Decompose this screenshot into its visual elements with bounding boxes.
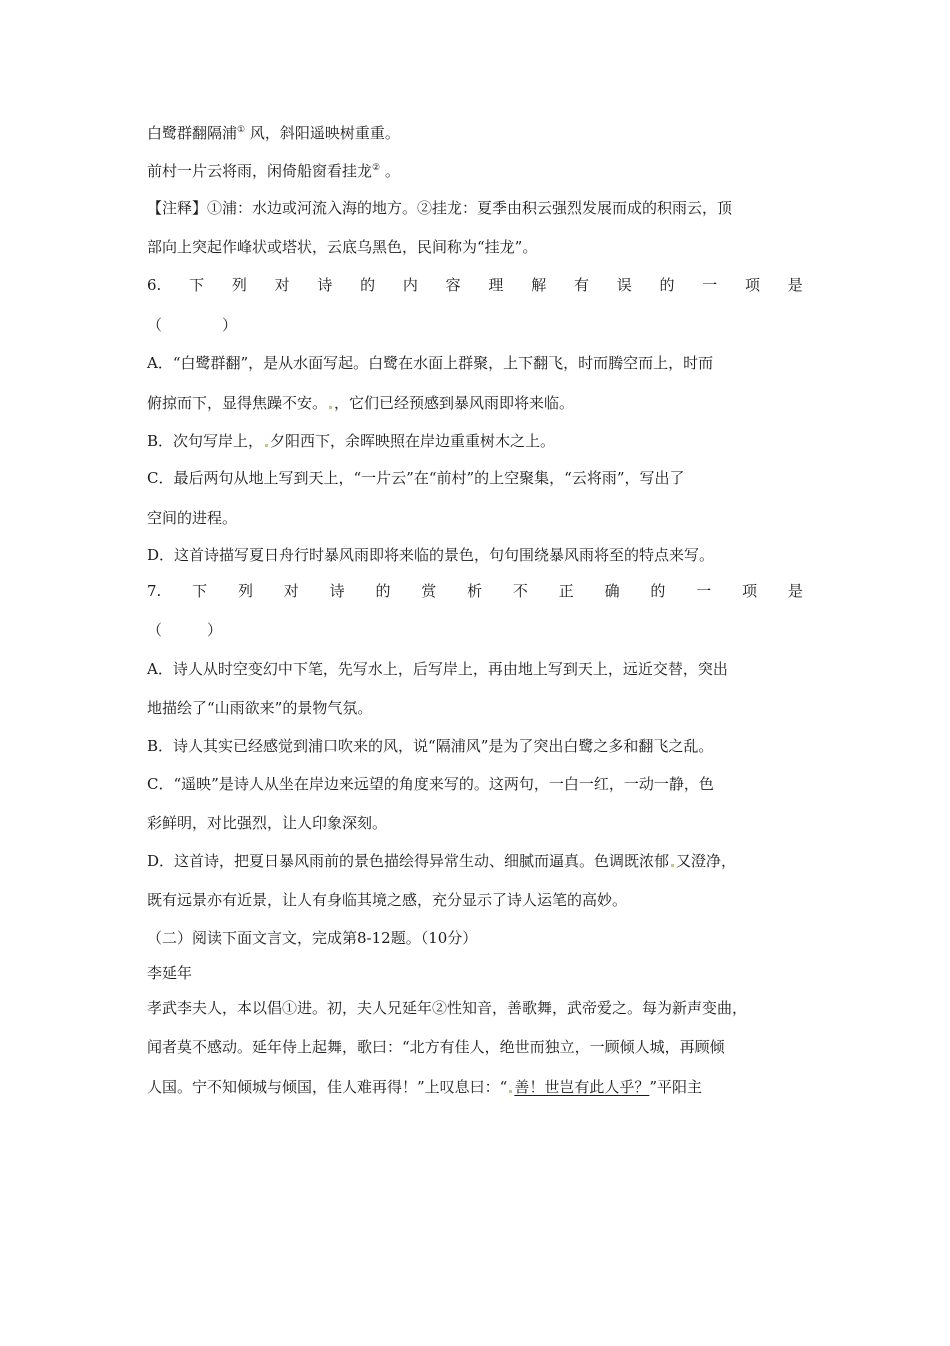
q6-char: 的 (360, 276, 376, 294)
highlight-dot-mark (265, 444, 268, 447)
passage-line-3-tail: ”平阳主 (649, 1078, 703, 1096)
q7-option-d-tail: 又澄净， (676, 852, 737, 870)
q7-char: 析 (467, 582, 483, 600)
question-7-stem (147, 580, 803, 601)
section-heading: （二）阅读下面文言文，完成第8-12题。（10分） (147, 929, 478, 947)
poem-line-1-text: 白鹭群翻隔浦 (147, 124, 238, 142)
question-6-stem (147, 274, 803, 295)
question-7-option-a-line-2: 地描绘了“山雨欲来”的景物气氛。 (147, 699, 373, 717)
question-6-option-a-line-1: A．“白鹭群翻”，是从水面写起。白鹭在水面上群聚，上下翻飞，时而腾空而上，时而 (147, 354, 714, 372)
footnote-marker-2: ② (372, 163, 381, 173)
q6-char: 是 (787, 276, 803, 294)
q7-char: 诗 (329, 582, 345, 600)
q6-char: 诗 (317, 276, 333, 294)
question-7-answer-blank: （ ） (147, 621, 223, 639)
question-7-option-d-line-1 (147, 850, 736, 871)
question-6-option-b (147, 430, 555, 451)
q6-char: 理 (488, 276, 504, 294)
q7-char: 7. (147, 582, 162, 600)
q7-option-d-text: D．这首诗，把夏日暴风雨前的景色描绘得异常生动、细腻而逼真。色调既浓郁 (147, 852, 670, 870)
q6-char: 对 (274, 276, 290, 294)
q6-char: 解 (531, 276, 547, 294)
question-7-option-d-line-2: 既有远景亦有近景，让人有身临其境之感，充分显示了诗人运笔的高妙。 (147, 891, 628, 909)
q7-char: 是 (787, 582, 803, 600)
question-6-option-c-line-2: 空间的进程。 (147, 509, 238, 527)
underlined-sentence: 善！世岂有此人乎？ (514, 1078, 650, 1096)
q6-char: 误 (616, 276, 632, 294)
q7-char: 正 (558, 582, 574, 600)
passage-line-3 (147, 1076, 702, 1097)
question-6-option-a-line-2 (147, 392, 574, 413)
q7-char: 一 (696, 582, 712, 600)
q7-char: 下 (192, 582, 208, 600)
q7-char: 的 (650, 582, 666, 600)
q6-char: 列 (231, 276, 247, 294)
q7-char: 的 (375, 582, 391, 600)
annotation-line-1: 【注释】①浦：水边或河流入海的地方。②挂龙：夏季由积云强烈发展而成的积雨云，顶 (147, 199, 733, 217)
question-7-option-b: B．诗人其实已经感觉到浦口吹来的风，说“隔浦风”是为了突出白鹭之多和翻飞之乱。 (147, 737, 714, 755)
q6-char: 一 (702, 276, 718, 294)
poem-line-1 (147, 122, 400, 143)
q6-char: 项 (745, 276, 761, 294)
poem-line-2 (147, 160, 400, 181)
footnote-marker-1: ① (237, 125, 246, 135)
q6-option-a-text: 俯掠而下，显得焦躁不安。 (147, 394, 328, 412)
q7-char: 确 (604, 582, 620, 600)
q6-char: 的 (659, 276, 675, 294)
q7-char: 项 (742, 582, 758, 600)
poem-line-2-text: 前村一片云将雨，闲倚船窗看挂龙 (147, 162, 373, 180)
question-7-option-c-line-1: C．“遥映”是诗人从坐在岸边来远望的角度来写的。这两句，一白一红，一动一静，色 (147, 775, 714, 793)
passage-line-2: 闻者莫不感动。延年侍上起舞，歌曰：“北方有佳人，绝世而独立，一顾倾人城，再顾倾 (147, 1038, 725, 1056)
q6-char: 有 (573, 276, 589, 294)
passage-line-3-text: 人国。宁不知倾城与倾国，佳人难再得！”上叹息曰：“ (147, 1078, 508, 1096)
annotation-line-2: 部向上突起作峰状或塔状，云底乌黑色，民间称为“挂龙”。 (147, 238, 538, 256)
passage-line-1: 孝武李夫人，本以倡①进。初，夫人兄延年②性知音，善歌舞，武帝爱之。每为新声变曲， (147, 999, 748, 1017)
highlight-dot-mark (671, 864, 674, 867)
q6-char: 内 (402, 276, 418, 294)
q6-char: 容 (445, 276, 461, 294)
q6-char: 下 (189, 276, 205, 294)
question-6-answer-blank: （ ） (147, 316, 238, 334)
q6-option-b-text: B．次句写岸上， (147, 432, 264, 450)
highlight-dot-mark (329, 406, 332, 409)
question-7-option-a-line-1: A．诗人从时空变幻中下笔，先写水上，后写岸上，再由地上写到天上，远近交替，突出 (147, 660, 728, 678)
poem-line-2-tail: 。 (380, 162, 400, 180)
q7-char: 对 (283, 582, 299, 600)
question-6-option-c-line-1: C．最后两句从地上写到天上，“一片云”在“前村”的上空聚集，“云将雨”，写出了 (147, 469, 685, 487)
q6-option-b-tail: 夕阳西下，余晖映照在岸边重重树木之上。 (270, 432, 556, 450)
q6-option-a-tail: ，它们已经预感到暴风雨即将来临。 (334, 394, 575, 412)
question-7-option-c-line-2: 彩鲜明，对比强烈，让人印象深刻。 (147, 814, 388, 832)
passage-title: 李延年 (147, 964, 193, 982)
highlight-dot-mark (509, 1090, 512, 1093)
question-6-option-d: D．这首诗描写夏日舟行时暴风雨即将来临的景色，句句围绕暴风雨将至的特点来写。 (147, 546, 715, 564)
q6-char: 6. (147, 276, 162, 294)
poem-line-1-tail: 风，斜阳遥映树重重。 (245, 124, 400, 142)
q7-char: 不 (512, 582, 528, 600)
q7-char: 列 (237, 582, 253, 600)
q7-char: 赏 (421, 582, 437, 600)
